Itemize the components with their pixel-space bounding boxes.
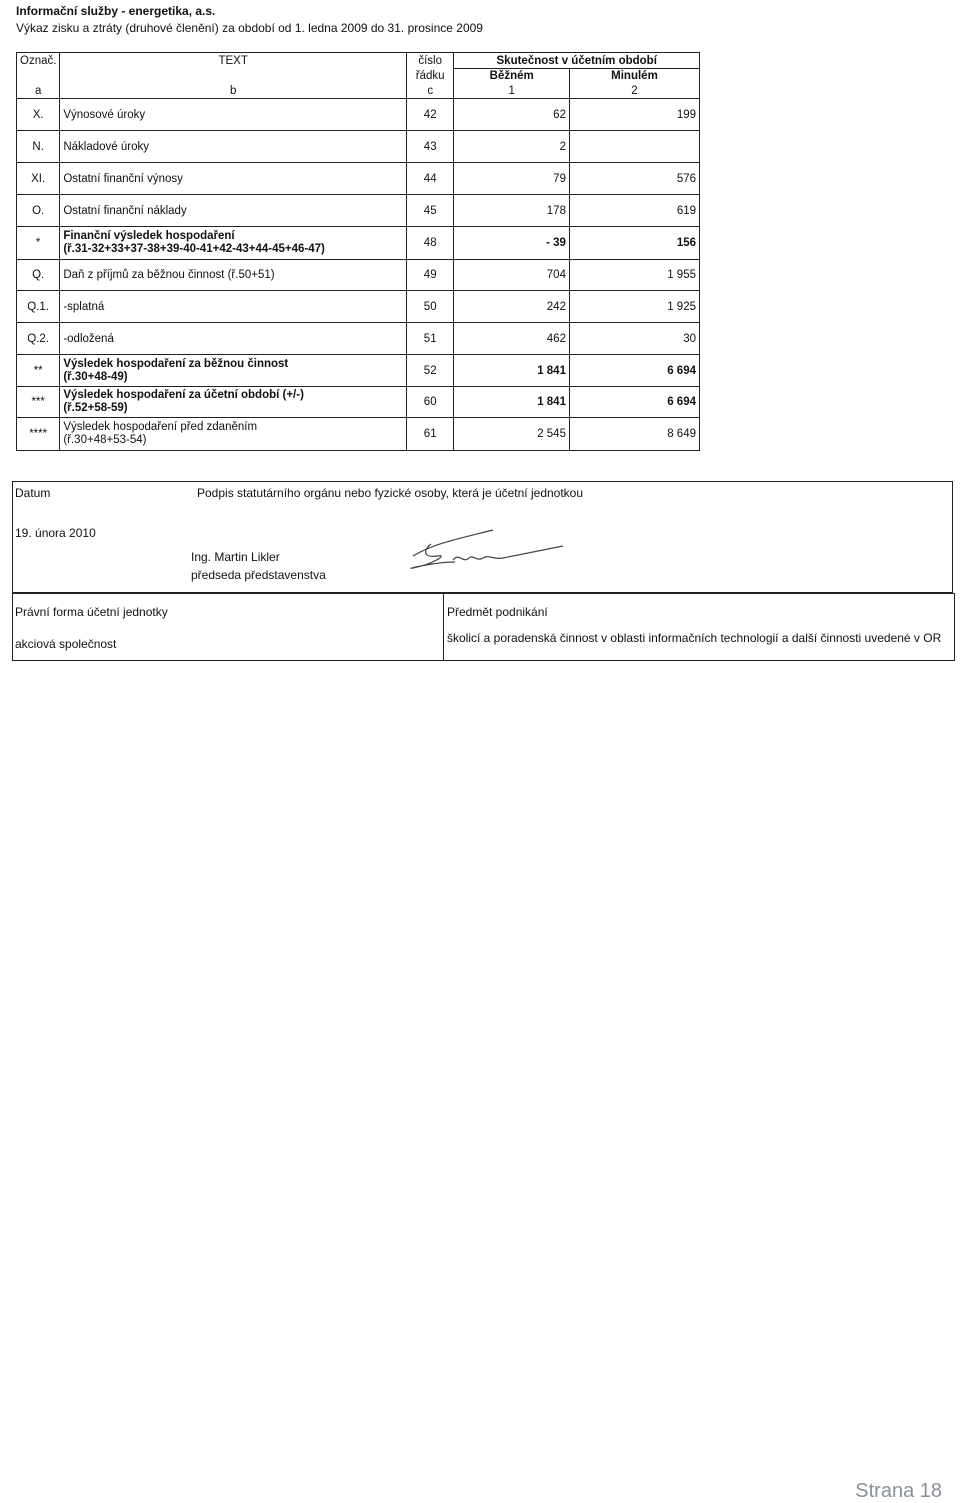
legal-form-label: Právní forma účetní jednotky — [15, 605, 168, 619]
row-minule: 6 694 — [569, 355, 699, 387]
row-bezne: 2 545 — [454, 418, 570, 451]
table-row — [17, 131, 700, 163]
row-minule: 8 649 — [569, 418, 699, 451]
business-label: Předmět podnikání — [447, 605, 548, 619]
row-bezne: 1 841 — [454, 387, 570, 418]
row-text-cell — [60, 387, 407, 418]
row-minule: 1 955 — [569, 260, 699, 291]
row-oznac: O. — [17, 195, 60, 227]
row-radek: 43 — [406, 131, 453, 163]
signature-date: 19. února 2010 — [15, 526, 96, 540]
legal-form-value: akciová společnost — [15, 637, 117, 651]
row-minule: 619 — [569, 195, 699, 227]
row-oznac: Q.1. — [17, 291, 60, 323]
table-header-row — [17, 84, 700, 99]
row-bezne: 1 841 — [454, 355, 570, 387]
row-bezne: 178 — [454, 195, 570, 227]
row-oznac: XI. — [17, 163, 60, 195]
row-text-formula: (ř.52+58-59) — [63, 402, 128, 414]
header-skutecnost: Skutečnost v účetním období — [454, 53, 700, 69]
row-minule: 576 — [569, 163, 699, 195]
table-row — [17, 387, 700, 418]
row-text-cell — [60, 418, 407, 451]
row-radek: 49 — [406, 260, 453, 291]
header-b: b — [60, 84, 407, 99]
row-radek: 51 — [406, 323, 453, 355]
business-value: školicí a poradenská činnost v oblasti informačních technologií a další činnosti uvedené v OR — [447, 631, 942, 645]
table-row — [17, 227, 700, 260]
row-text: Ostatní finanční náklady — [60, 195, 407, 227]
row-radek: 60 — [406, 387, 453, 418]
table-row — [17, 99, 700, 131]
table-header-row — [17, 53, 700, 69]
row-text: Výsledek hospodaření před zdaněním — [63, 421, 258, 433]
podpis-label: Podpis statutárního orgánu nebo fyzické osoby, která je účetní jednotkou — [197, 486, 584, 500]
row-radek: 50 — [406, 291, 453, 323]
row-radek: 52 — [406, 355, 453, 387]
row-text: Výnosové úroky — [60, 99, 407, 131]
row-minule: 6 694 — [569, 387, 699, 418]
row-oznac: ** — [17, 355, 60, 387]
row-bezne: 79 — [454, 163, 570, 195]
company-name: Informační služby - energetika, a.s. — [16, 4, 216, 18]
row-minule — [569, 131, 699, 163]
row-bezne: 2 — [454, 131, 570, 163]
vertical-divider — [443, 594, 444, 660]
table-row — [17, 291, 700, 323]
datum-label: Datum — [15, 486, 51, 500]
report-title: Výkaz zisku a ztráty (druhové členění) za období od 1. ledna 2009 do 31. prosince 2009 — [16, 21, 483, 35]
row-minule: 1 925 — [569, 291, 699, 323]
row-text: Daň z příjmů za běžnou činnost (ř.50+51) — [60, 260, 407, 291]
row-text: Výsledek hospodaření za běžnou činnost — [63, 357, 289, 370]
signer-role: předseda představenstva — [191, 568, 326, 582]
signature-box — [12, 481, 953, 593]
row-minule: 30 — [569, 323, 699, 355]
page-number: Strana 18 — [855, 1480, 942, 1502]
header-radku: řádku — [406, 69, 453, 84]
header-text: TEXT — [60, 53, 407, 69]
row-text: Finanční výsledek hospodaření — [63, 230, 235, 242]
header-cislo: číslo — [406, 53, 453, 69]
row-text-cell — [60, 355, 407, 387]
table-row — [17, 418, 700, 451]
row-oznac: N. — [17, 131, 60, 163]
row-minule: 156 — [569, 227, 699, 260]
table-row — [17, 323, 700, 355]
header-minule: Minulém — [569, 69, 699, 84]
company-info-box — [12, 593, 955, 661]
table-row — [17, 195, 700, 227]
row-text: -odložená — [60, 323, 407, 355]
row-oznac: *** — [17, 387, 60, 418]
header-oznac: Označ. — [17, 53, 60, 69]
header-1: 1 — [454, 84, 570, 99]
table-row — [17, 163, 700, 195]
table-row — [17, 355, 700, 387]
table-row — [17, 260, 700, 291]
row-text: -splatná — [60, 291, 407, 323]
row-bezne: - 39 — [454, 227, 570, 260]
row-oznac: X. — [17, 99, 60, 131]
row-text: Výsledek hospodaření za účetní období (+/-) — [63, 389, 304, 401]
row-bezne: 704 — [454, 260, 570, 291]
header-2: 2 — [569, 84, 699, 99]
row-radek: 48 — [406, 227, 453, 260]
header-bezne: Běžném — [454, 69, 570, 84]
handwritten-signature — [393, 522, 573, 578]
row-bezne: 242 — [454, 291, 570, 323]
row-minule: 199 — [569, 99, 699, 131]
row-text-formula: (ř.30+48-49) — [63, 370, 128, 383]
signer-block — [191, 548, 326, 584]
row-text-formula: (ř.31-32+33+37-38+39-40-41+42-43+44-45+46-47) — [63, 243, 325, 255]
header-c: c — [406, 84, 453, 99]
row-bezne: 462 — [454, 323, 570, 355]
row-text: Ostatní finanční výnosy — [60, 163, 407, 195]
table-header-row — [17, 69, 700, 84]
row-oznac: * — [17, 227, 60, 260]
row-radek: 45 — [406, 195, 453, 227]
income-statement-table — [16, 52, 700, 451]
row-radek: 61 — [406, 418, 453, 451]
header-a: a — [17, 84, 60, 99]
row-radek: 42 — [406, 99, 453, 131]
row-oznac: Q.2. — [17, 323, 60, 355]
signer-name: Ing. Martin Likler — [191, 550, 280, 564]
row-text: Nákladové úroky — [60, 131, 407, 163]
row-bezne: 62 — [454, 99, 570, 131]
row-oznac: **** — [17, 418, 60, 451]
row-text-cell — [60, 227, 407, 260]
row-oznac: Q. — [17, 260, 60, 291]
row-text-formula: (ř.30+48+53-54) — [63, 434, 147, 446]
row-radek: 44 — [406, 163, 453, 195]
